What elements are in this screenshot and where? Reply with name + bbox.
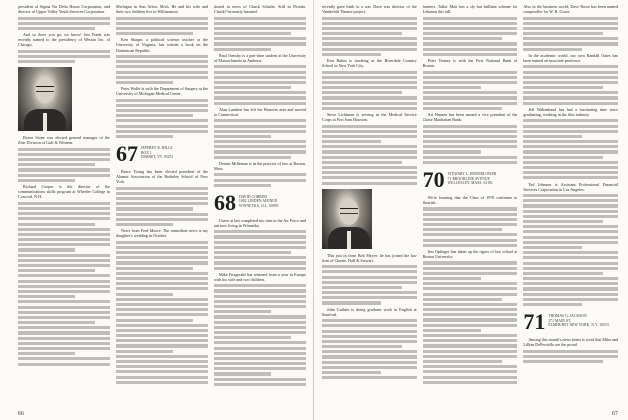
right-page [314,0,628,420]
paragraph: president of Sigma Nu Delta House Corporation, and director of Upper Valley Youth Services Corporation. [18,4,110,15]
right-column-3 [523,4,618,408]
paragraph: Bruce Young has been elected president of the Alumni Association of the Berkeley School of New York. [116,168,208,185]
paragraph: Also in the business world, Dave Rowe has been named comptroller for W. R. Grace. [523,4,619,15]
paragraph: In the academic world, our own Randall Oates has been named an associate professor. [523,52,619,64]
paragraph: Byron Stone was elected general manager of the Zinc Division of Gulf & Western. [18,135,110,146]
page-number: 66 [18,411,24,417]
paragraph: Richard Cooper is the director of the communications skills program at Wheeler College in Concord, N.H. [18,184,110,200]
paragraph: farmers. Tallor Mott has a sly but brilliant scheme for Lebanon this fall. [422,4,518,15]
paragraph: Mike Fitzgerald has returned from a year in Europe with his wife and two children. [214,271,306,282]
paragraph: John Guthrie is doing graduate work in English at Stanford. [322,306,417,317]
paragraph: Ken Rubin is teaching at the Riverdale Country School in New York City. [322,58,417,69]
left-column-1 [18,4,110,408]
alumnus-photo [322,189,372,249]
paragraph: Peter Tenney is with the First National Bank of Boston. [422,58,518,69]
class-secretary-address: STEWART L. HORNBLOWER 71 BROOKLINE AVENUE WELLESLEY, MASS. 02181 [447,171,497,186]
paragraph: News from Fred Moore: The immediate news is my daughter's wedding in October. [116,228,208,239]
paragraph: tioned in news of Chuck Schulte. Still in Florida, Chuck? he nearly haunted. [214,4,306,15]
class-secretary-address: DAVID CORBINI 1002 LINDEN AVENUE WINNETKA, ILL. 60093 [239,194,279,208]
paragraph: I have at last completed my stint in the Air Force and am now living in Winnetka. [214,217,306,228]
paragraph: recently gave birth to a son. Dave was director of the Vanderbilt Theatre project. [322,4,417,15]
paragraph: Among this month's news items is word that Mike and Lillian DePerriello are the proud [523,337,619,348]
alumnus-photo [18,67,72,131]
paragraph: We're learning that the Class of 1970 continues to flourish. [422,194,518,206]
class-year-number: 70 [422,166,445,192]
paragraph: Ken Sharpe, a political science teacher at the University of Virginia, has written a book on the Dominican Republic. [116,37,208,53]
class-heading-67 [116,140,208,166]
class-heading-71 [523,309,618,335]
left-column-2 [116,4,208,408]
page-number: 67 [612,411,618,417]
class-heading-70 [422,166,518,192]
paragraph: Raul Ormsby is a part-time student at the University of Massachusetts in Amherst. [214,52,306,64]
right-column-2 [423,4,518,408]
paragraph: Michigan in Ann Arbor, Mich. He and his wife and their two children live in Williamston. [116,4,208,15]
paragraph: Steve Lichtman is serving in the Medical Service Corps at Fort Sam Houston. [322,112,417,123]
paragraph: Jim Oplinger has taken up the rigors of law school at Boston University. [422,248,518,260]
class-secretary-address: JEFFREY R. HILLS BOX 1 DORSET, VT. 05251 [141,145,174,160]
left-column-3 [214,4,306,408]
right-column-1 [322,4,417,408]
paragraph: Jeff Waltenbaud has had a fascinating time since graduating, working in the film industry. [523,106,619,118]
class-year-number: 71 [523,309,546,335]
class-secretary-address: THOMAS G. JACKSON 271 MAIN ST. ELMHURST NEW YORK, N.Y. 10553 [548,314,609,328]
paragraph: Dennis Milleman is in the practice of law at Boston, Mass. [214,160,306,172]
class-heading-68 [214,189,306,215]
paragraph: This just in from Bob Meyer: he has joined the law firm of Choate, Hall & Stewart. [322,252,417,263]
paragraph: Art Hansen has been named a vice president of the Chase Manhattan Bank. [422,112,518,123]
class-year-number: 68 [214,189,236,215]
paragraph: And so there you go, we know! Jim Frank was recently named to the presidency of Weston Inc. of Chicago. [18,32,110,48]
paragraph: Ted Johnson is Assistant Professional Financial Services Corporation in Los Angeles. [523,181,619,192]
paragraph: Peter Wolfe is with the Department of Surgery at the University of Michigan Medical Center. [116,86,208,97]
class-year-number: 67 [116,140,138,166]
paragraph: Alan Lambert has left the Hanover area and moved to Connecticut. [214,106,306,118]
